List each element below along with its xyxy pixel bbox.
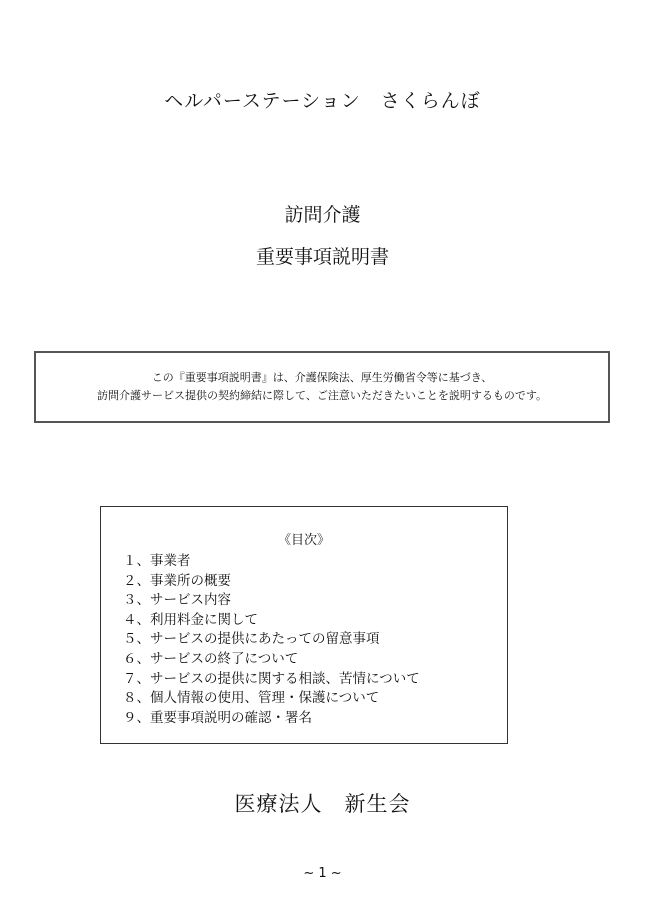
- notice-box: [34, 351, 610, 423]
- document-title-line2: 重要事項説明書: [255, 246, 389, 268]
- toc-item: ６、サービスの終了について: [123, 650, 299, 667]
- notice-line-2: 訪問介護サービス提供の契約締結に際して、ご注意いただきたいことを説明するものです。: [97, 389, 547, 402]
- toc-item: ５、サービスの提供にあたっての留意事項: [123, 631, 380, 648]
- toc-list: [123, 552, 420, 728]
- toc-item: ２、事業所の概要: [123, 572, 231, 589]
- toc-item: ９、重要事項説明の確認・署名: [123, 709, 312, 726]
- organization-name: 医療法人 新生会: [234, 792, 411, 816]
- toc-heading: 《目次》: [277, 533, 330, 548]
- table-of-contents: [100, 506, 508, 744]
- toc-item: １、事業者: [123, 553, 191, 569]
- notice-line-1: この『重要事項説明書』は、介護保険法、厚生労働省令等に基づき、: [151, 371, 493, 384]
- toc-item: ３、サービス内容: [123, 592, 231, 609]
- station-name: ヘルパーステーション さくらんぼ: [164, 90, 481, 112]
- page-number: ~ 1 ~: [303, 866, 342, 881]
- document-title-line1: 訪問介護: [284, 204, 361, 226]
- toc-item: ４、利用料金に関して: [123, 611, 258, 628]
- toc-item: ７、サービスの提供に関する相談、苦情について: [123, 670, 420, 687]
- toc-item: ８、個人情報の使用、管理・保護について: [123, 690, 380, 707]
